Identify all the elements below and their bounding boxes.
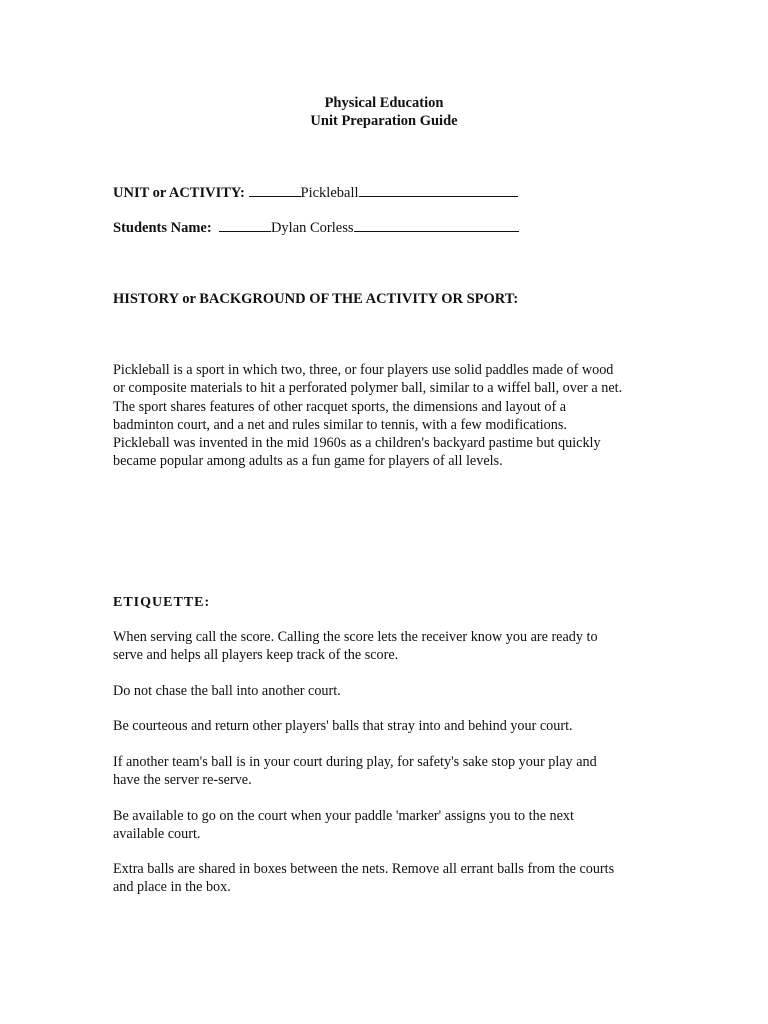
- etiquette-item: [113, 753, 643, 790]
- unit-field: [113, 183, 518, 202]
- unit-leading-blank: [249, 183, 301, 197]
- etiquette-line: serve and helps all players keep track of the score.: [113, 647, 399, 664]
- document-title: Physical Education: [324, 95, 444, 111]
- etiquette-line: Extra balls are shared in boxes between the nets. Remove all errant balls from the courts: [113, 861, 615, 877]
- etiquette-item: [113, 682, 643, 700]
- student-leading-blank: [219, 218, 271, 232]
- unit-trailing-blank: [359, 183, 518, 197]
- etiquette-heading: ETIQUETTE:: [113, 595, 211, 610]
- history-paragraph: [113, 361, 643, 471]
- history-line: The sport shares features of other racquet sports, the dimensions and layout of a: [113, 398, 567, 415]
- document-subtitle: Unit Preparation Guide: [310, 113, 458, 129]
- history-line: Pickleball is a sport in which two, three, or four players use solid paddles made of wood: [113, 362, 614, 378]
- etiquette-item: [113, 628, 643, 665]
- student-trailing-blank: [354, 218, 519, 232]
- etiquette-line: available court.: [113, 826, 201, 843]
- student-label: Students Name:: [113, 220, 212, 236]
- etiquette-line: Do not chase the ball into another court.: [113, 683, 341, 699]
- unit-label: UNIT or ACTIVITY:: [113, 185, 245, 201]
- etiquette-item: [113, 717, 643, 735]
- etiquette-item: [113, 807, 643, 844]
- etiquette-line: If another team's ball is in your court during play, for safety's sake stop your play and: [113, 754, 597, 770]
- etiquette-item: [113, 860, 643, 897]
- history-line: badminton court, and a net and rules similar to tennis, with a few modifications.: [113, 416, 567, 433]
- etiquette-line: and place in the box.: [113, 879, 231, 896]
- history-heading: HISTORY or BACKGROUND OF THE ACTIVITY OR SPORT:: [113, 291, 519, 307]
- student-field: [113, 218, 519, 237]
- history-line: Pickleball was invented in the mid 1960s as a children's backyard pastime but quickly: [113, 435, 601, 452]
- etiquette-line: Be courteous and return other players' balls that stray into and behind your court.: [113, 718, 573, 734]
- history-line: became popular among adults as a fun game for players of all levels.: [113, 453, 503, 470]
- history-line: or composite materials to hit a perforated polymer ball, similar to a wiffel ball, over a net.: [113, 380, 623, 397]
- student-value: Dylan Corless: [270, 220, 354, 236]
- etiquette-line: have the server re-serve.: [113, 772, 252, 789]
- etiquette-line: When serving call the score. Calling the score lets the receiver know you are ready to: [113, 629, 598, 645]
- unit-value: Pickleball: [300, 185, 359, 201]
- etiquette-line: Be available to go on the court when your paddle 'marker' assigns you to the next: [113, 808, 574, 824]
